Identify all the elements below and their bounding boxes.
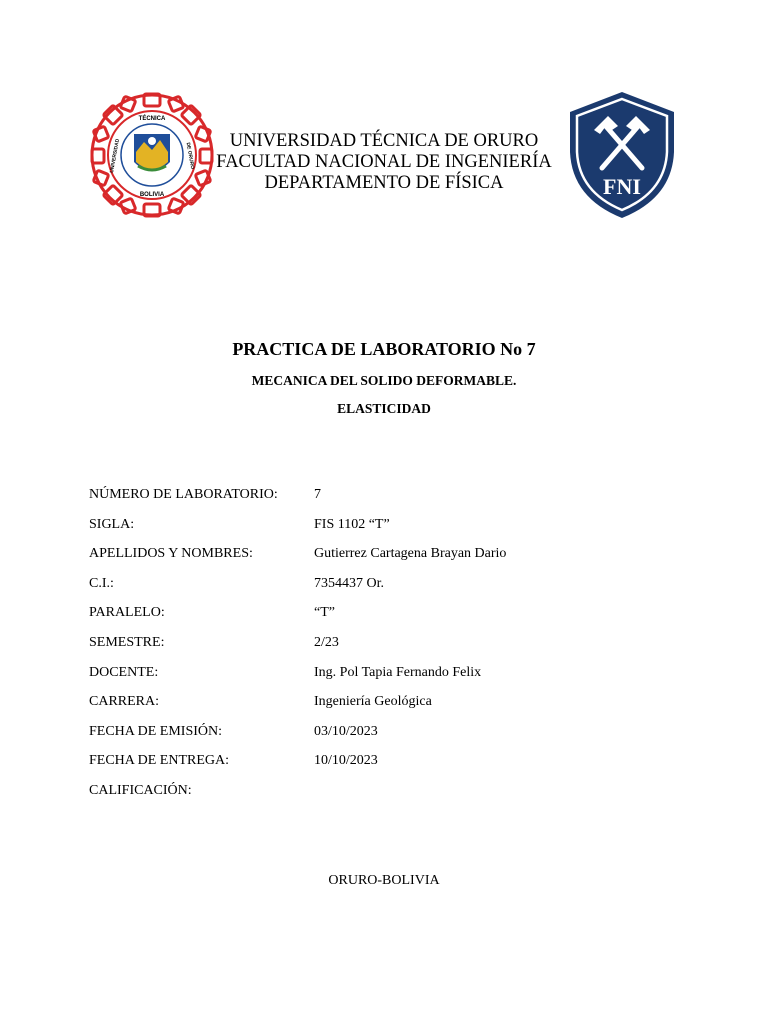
info-label: C.I.: [89,575,114,591]
info-label: DOCENTE: [89,664,159,680]
info-row-sigla [89,517,649,547]
seal-text-top: TÉCNICA [138,116,166,122]
practice-subtitle: MECANICA DEL SOLIDO DEFORMABLE. [251,373,517,388]
seal-text-left: UNIVERSIDAD [109,138,121,174]
student-info-table [89,487,649,813]
info-row-semestre [89,635,649,665]
info-row-calificacion [89,783,649,813]
info-value: “T” [314,605,335,621]
fni-shield-icon [568,90,676,220]
info-label: APELLIDOS Y NOMBRES: [89,546,253,562]
location-footer: ORURO-BOLIVIA [328,873,440,888]
info-row-fecha-emision [89,724,649,754]
info-value: FIS 1102 “T” [314,516,390,532]
info-label: PARALELO: [89,605,165,621]
faculty-name: FACULTAD NACIONAL DE INGENIERÍA [216,152,552,172]
practice-topic: ELASTICIDAD [337,401,431,416]
info-value: Ingeniería Geológica [314,694,432,710]
university-name: UNIVERSIDAD TÉCNICA DE ORURO [229,131,539,151]
info-label: SEMESTRE: [89,634,165,650]
info-row-docente [89,665,649,695]
institution-header [214,131,554,194]
info-label: CALIFICACIÓN: [89,782,192,798]
info-label: FECHA DE EMISIÓN: [89,723,223,739]
info-row-lab-number [89,487,649,517]
info-value: 7354437 Or. [314,575,384,591]
info-row-paralelo [89,605,649,635]
department-name: DEPARTAMENTO DE FÍSICA [264,173,504,193]
info-value: Ing. Pol Tapia Fernando Felix [314,664,482,680]
info-value: Gutierrez Cartagena Brayan Dario [314,546,507,562]
info-label: FECHA DE ENTREGA: [89,753,229,769]
info-row-carrera [89,694,649,724]
practice-title: PRACTICA DE LABORATORIO No 7 [232,339,536,359]
info-value: 7 [314,487,321,502]
info-label: CARRERA: [89,694,160,710]
university-seal-icon [90,92,214,218]
seal-text-bottom: BOLIVIA [139,192,165,198]
info-row-student-name [89,546,649,576]
info-label: NÚMERO DE LABORATORIO: [89,487,278,502]
seal-text-right: DE ORURO [184,142,196,170]
info-label: SIGLA: [89,516,135,532]
fni-text: FNI [603,174,641,199]
info-row-fecha-entrega [89,753,649,783]
info-value: 2/23 [314,634,339,650]
info-value: 10/10/2023 [314,753,378,769]
info-value: 03/10/2023 [314,723,378,739]
info-row-ci [89,576,649,606]
